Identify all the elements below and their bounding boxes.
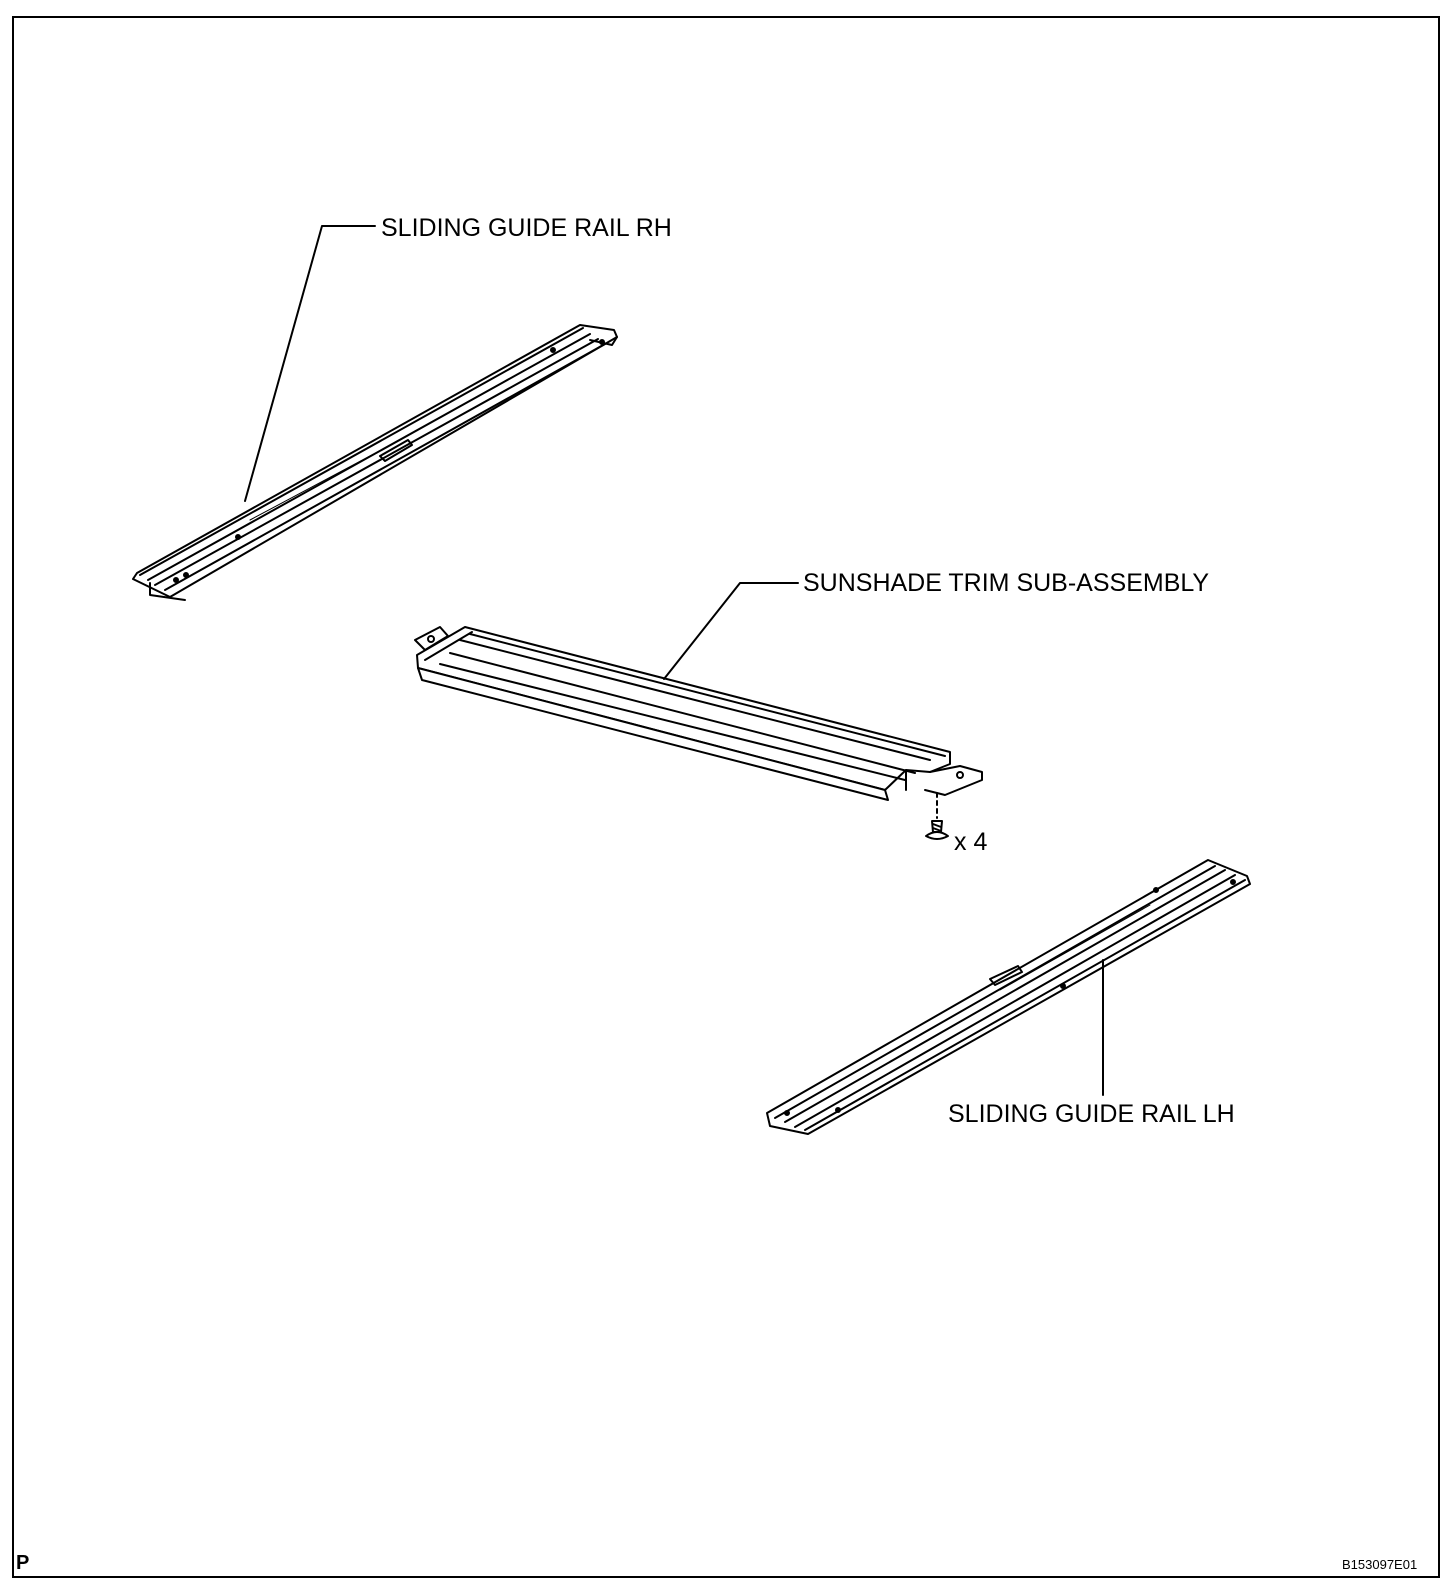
label-sliding-guide-rail-lh: SLIDING GUIDE RAIL LH [948, 1100, 1235, 1128]
label-sliding-guide-rail-rh: SLIDING GUIDE RAIL RH [381, 214, 672, 242]
figure-code: B153097E01 [1342, 1557, 1418, 1572]
leader-line-sunshade [664, 583, 798, 679]
label-screw-quantity: x 4 [954, 828, 988, 856]
screw-icon [926, 821, 948, 839]
sunshade-trim-sub-assembly [415, 627, 982, 800]
sliding-guide-rail-rh [133, 325, 617, 600]
corner-mark: P [16, 1552, 30, 1574]
sliding-guide-rail-lh [767, 860, 1250, 1134]
label-sunshade-trim-sub-assembly: SUNSHADE TRIM SUB-ASSEMBLY [803, 569, 1210, 597]
